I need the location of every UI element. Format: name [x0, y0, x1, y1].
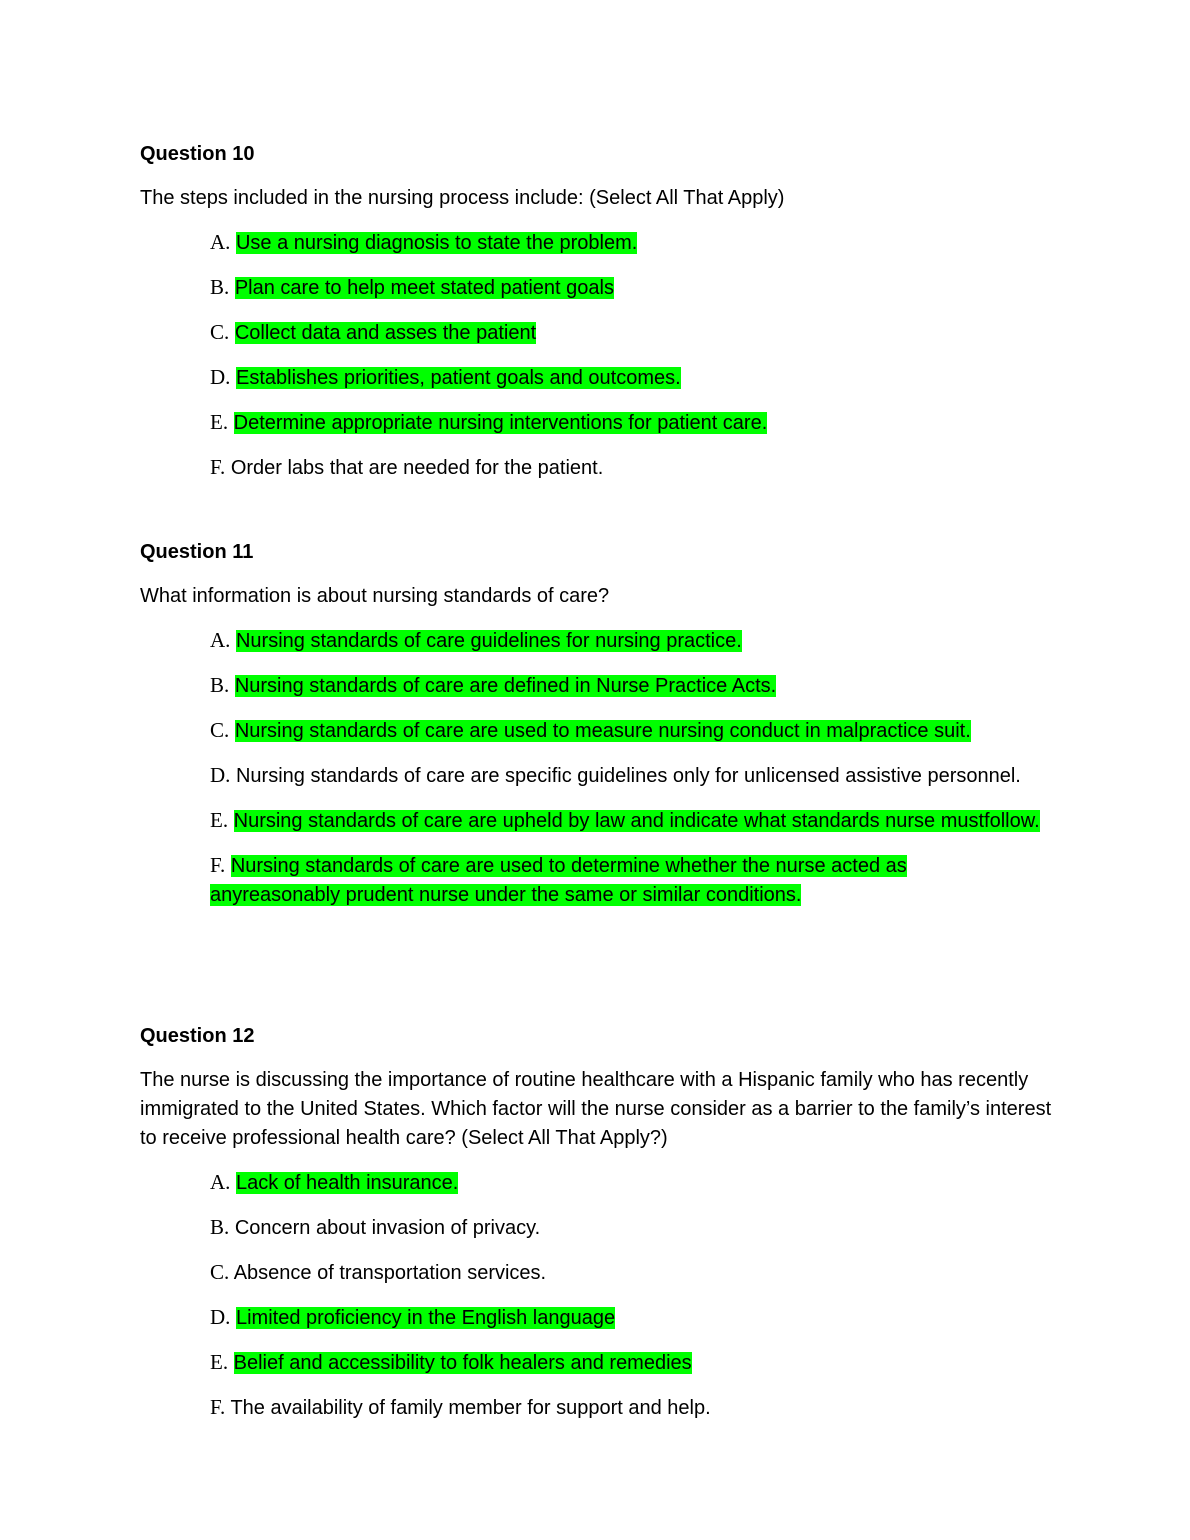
option-text: Determine appropriate nursing interventions for patient care.: [233, 412, 768, 434]
question-prompt: The steps included in the nursing process include: (Select All That Apply): [140, 187, 785, 209]
option-text: Collect data and asses the patient: [234, 322, 537, 344]
option-letter: B.: [210, 673, 230, 697]
answer-option-e: [210, 408, 1040, 438]
option-letter: B.: [210, 275, 230, 299]
answer-option-d: [210, 363, 1040, 393]
option-text: Concern about invasion of privacy.: [234, 1217, 541, 1239]
question-title: Question 10: [140, 143, 255, 165]
answer-option-d: [210, 761, 1040, 791]
question-12: [140, 1022, 1060, 1438]
option-letter: C.: [210, 320, 230, 344]
answer-options: [210, 626, 1040, 910]
option-text: Limited proficiency in the English language: [235, 1307, 616, 1329]
option-letter: E.: [210, 808, 229, 832]
answer-option-e: [210, 1348, 1040, 1378]
answer-option-c: [210, 1258, 1040, 1288]
option-letter: A.: [210, 628, 231, 652]
answer-option-f: [210, 851, 1040, 910]
answer-option-e: [210, 806, 1040, 836]
option-letter: F.: [210, 853, 226, 877]
option-letter: A.: [210, 230, 231, 254]
answer-options: [210, 1168, 1040, 1423]
question-title: Question 11: [140, 541, 254, 563]
question-prompt: The nurse is discussing the importance of routine healthcare with a Hispanic family who has recently immigrated to the United States. Which factor will the nurse consider as a barrier to the family’s interest to receive professional health care? (Select All That Apply?): [140, 1069, 1052, 1149]
option-letter: F.: [210, 1395, 226, 1419]
option-letter: F.: [210, 455, 226, 479]
option-text: Nursing standards of care are used to determine whether the nurse acted as anyreasonably prudent nurse under the same or similar conditions.: [210, 855, 907, 906]
question-11: [140, 538, 1060, 925]
answer-option-b: [210, 671, 1040, 701]
option-text: Nursing standards of care are used to measure nursing conduct in malpractice suit.: [234, 720, 971, 742]
answer-option-a: [210, 1168, 1040, 1198]
answer-option-b: [210, 273, 1040, 303]
option-letter: C.: [210, 1260, 230, 1284]
answer-option-c: [210, 716, 1040, 746]
option-text: Use a nursing diagnosis to state the problem.: [235, 232, 638, 254]
option-text: Nursing standards of care guidelines for nursing practice.: [235, 630, 742, 652]
option-letter: B.: [210, 1215, 230, 1239]
answer-option-c: [210, 318, 1040, 348]
option-text: Belief and accessibility to folk healers and remedies: [233, 1352, 692, 1374]
option-text: Establishes priorities, patient goals and outcomes.: [235, 367, 681, 389]
question-prompt: What information is about nursing standards of care?: [140, 585, 610, 607]
answer-option-b: [210, 1213, 1040, 1243]
question-10: [140, 140, 1060, 498]
option-letter: E.: [210, 1350, 229, 1374]
option-text: Nursing standards of care are specific guidelines only for unlicensed assistive personnel.: [235, 765, 1021, 787]
option-text: Lack of health insurance.: [235, 1172, 459, 1194]
option-letter: D.: [210, 763, 231, 787]
answer-option-a: [210, 228, 1040, 258]
option-text: Nursing standards of care are defined in Nurse Practice Acts.: [234, 675, 777, 697]
answer-option-f: [210, 453, 1040, 483]
option-letter: E.: [210, 410, 229, 434]
answer-option-f: [210, 1393, 1040, 1423]
answer-option-d: [210, 1303, 1040, 1333]
question-title: Question 12: [140, 1025, 255, 1047]
option-letter: A.: [210, 1170, 231, 1194]
option-text: The availability of family member for support and help.: [230, 1397, 711, 1419]
option-letter: D.: [210, 1305, 231, 1329]
answer-options: [210, 228, 1040, 483]
option-letter: C.: [210, 718, 230, 742]
option-text: Plan care to help meet stated patient goals: [234, 277, 614, 299]
option-letter: D.: [210, 365, 231, 389]
option-text: Order labs that are needed for the patient.: [230, 457, 604, 479]
option-text: Nursing standards of care are upheld by law and indicate what standards nurse mustfollow.: [233, 810, 1040, 832]
answer-option-a: [210, 626, 1040, 656]
option-text: Absence of transportation services.: [233, 1262, 547, 1284]
